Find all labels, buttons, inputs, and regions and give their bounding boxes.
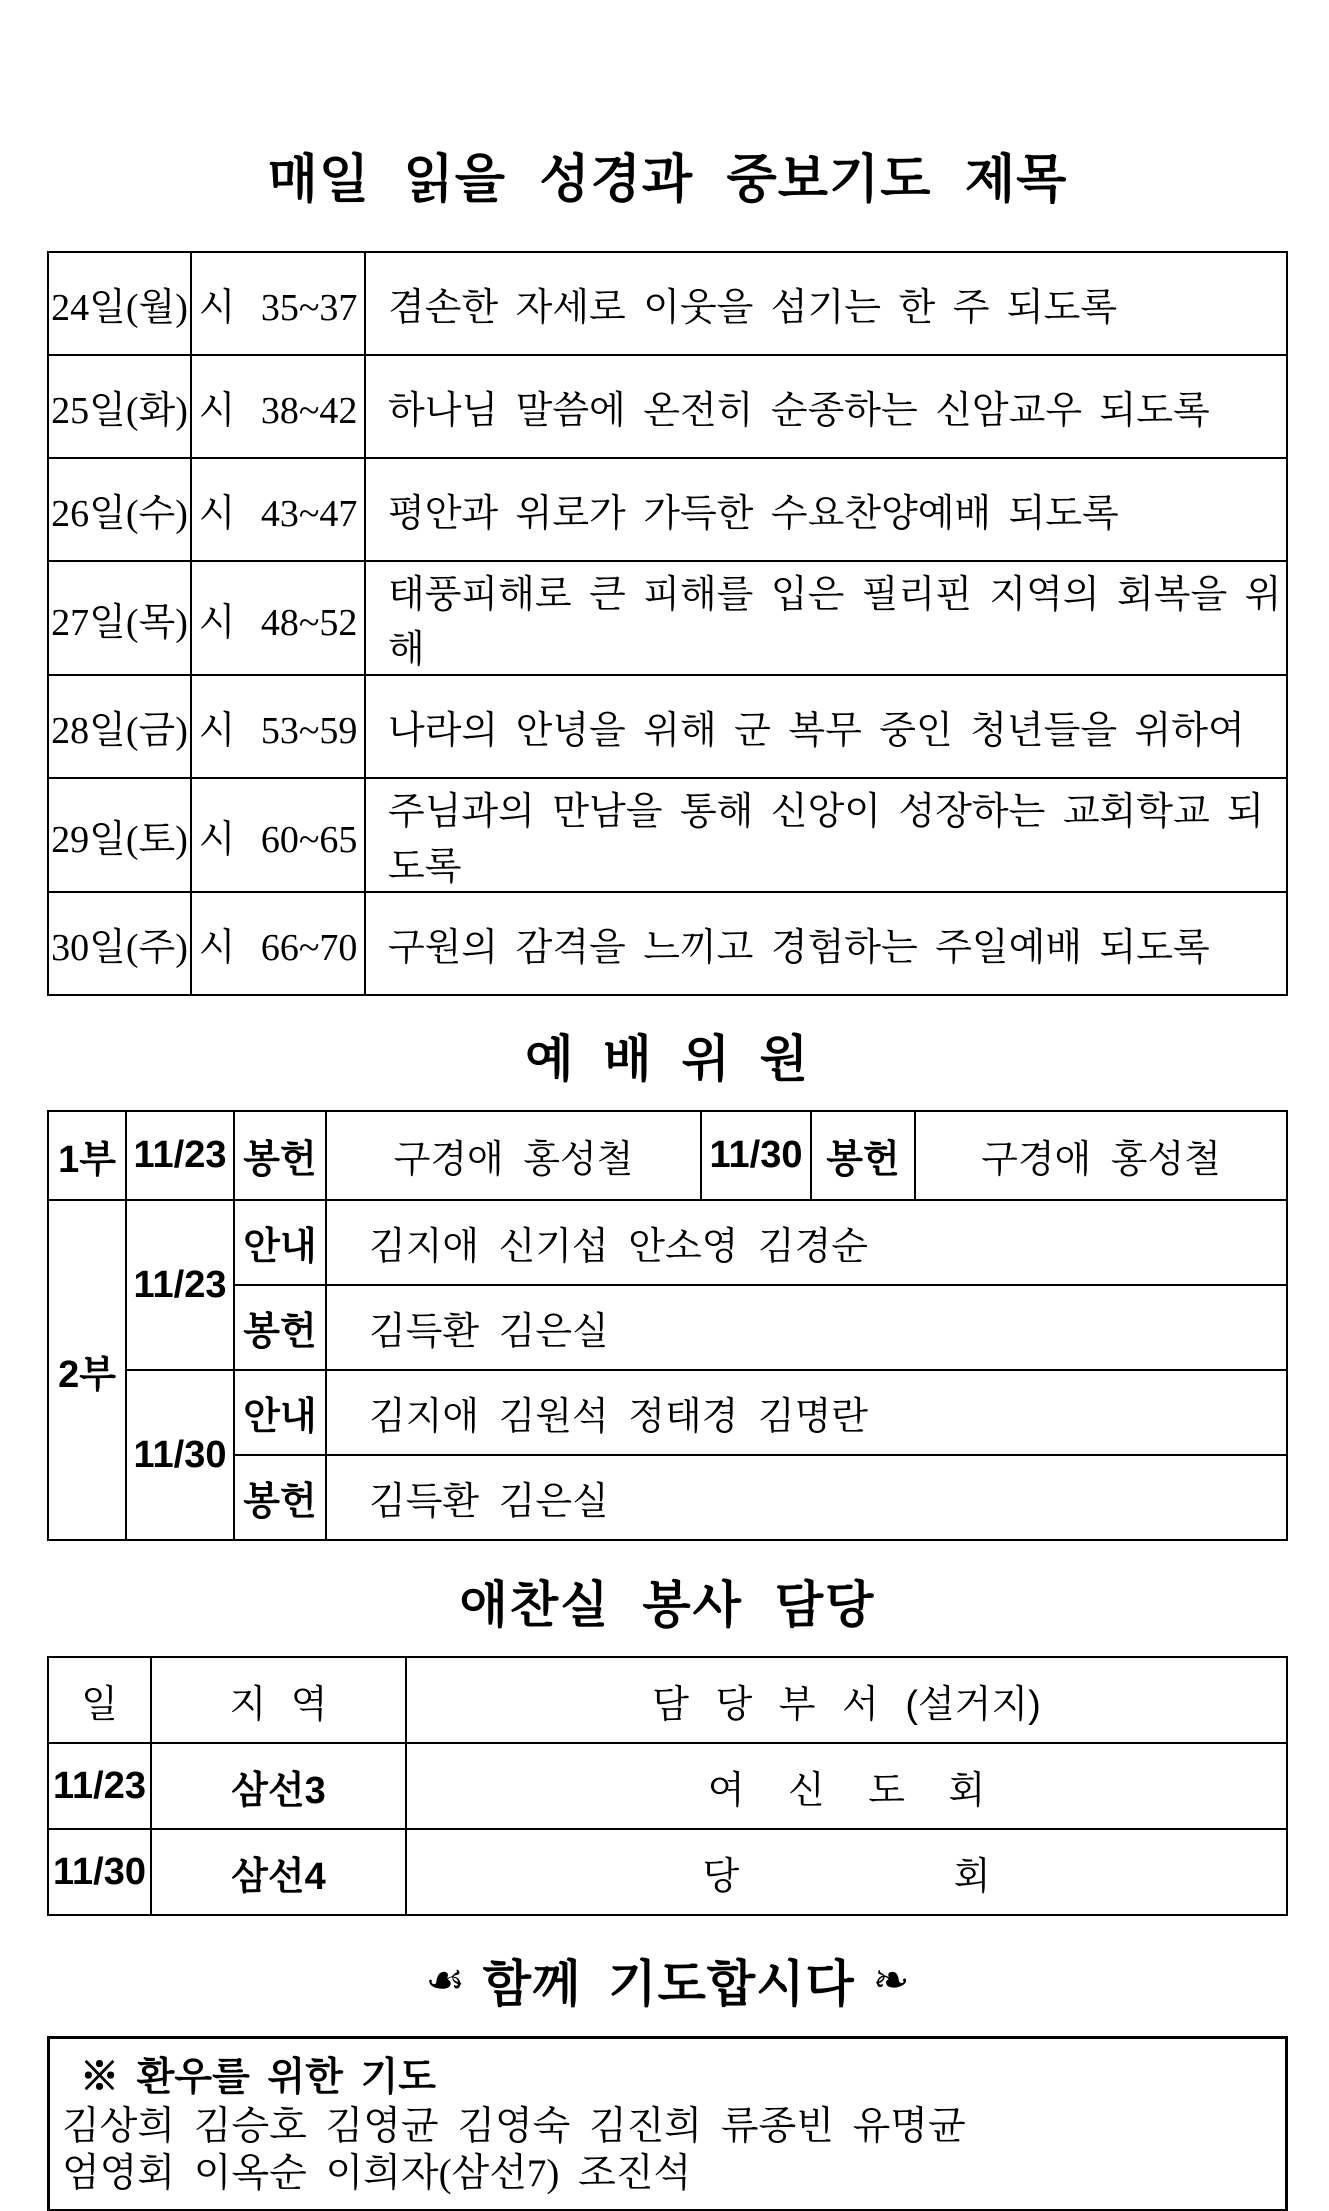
- reading-passage: 시 43~47: [191, 458, 365, 561]
- reading-day: 27일(목): [48, 561, 191, 675]
- table-row: [48, 1829, 1287, 1915]
- duty-day: 11/23: [48, 1743, 151, 1829]
- prayer-box-heading: ※ 환우를 위한 기도: [80, 2056, 436, 2099]
- duty-region: 삼선4: [151, 1829, 406, 1915]
- table-row: [48, 1111, 1287, 1200]
- table-row: [48, 892, 1287, 995]
- part-label: 2부: [48, 1200, 126, 1540]
- daily-readings-title: 매일 읽을 성경과 중보기도 제목: [267, 151, 1068, 209]
- reading-passage: 시 38~42: [191, 355, 365, 458]
- reading-topic: 평안과 위로가 가득한 수요찬양예배 되도록: [365, 458, 1287, 561]
- duty-header-region: 지 역: [151, 1657, 406, 1743]
- table-row: [48, 458, 1287, 561]
- reading-topic: 나라의 안녕을 위해 군 복무 중인 청년들을 위하여: [365, 675, 1287, 778]
- fellowship-duty-title: 애찬실 봉사 담당: [459, 1577, 876, 1633]
- reading-topic: 구원의 감격을 느끼고 경험하는 주일예배 되도록: [365, 892, 1287, 995]
- date-cell: 11/23: [126, 1111, 234, 1200]
- table-row: [48, 1285, 1287, 1370]
- table-row: [48, 1370, 1287, 1455]
- duty-header-day: 일: [48, 1657, 151, 1743]
- reading-topic: 주님과의 만남을 통해 신앙이 성장하는 교회학교 되도록: [365, 778, 1287, 892]
- part-label: 1부: [48, 1111, 126, 1200]
- reading-passage: 시 35~37: [191, 252, 365, 355]
- reading-day: 28일(금): [48, 675, 191, 778]
- table-row: [48, 1657, 1287, 1743]
- reading-topic: 겸손한 자세로 이웃을 섬기는 한 주 되도록: [365, 252, 1287, 355]
- reading-topic: 하나님 말씀에 온전히 순종하는 신암교우 되도록: [365, 355, 1287, 458]
- prayer-box: [47, 2036, 1288, 2211]
- duty-day: 11/30: [48, 1829, 151, 1915]
- pray-together-title: [47, 1951, 1288, 2014]
- reading-day: 30일(주): [48, 892, 191, 995]
- table-row: [48, 561, 1287, 675]
- table-row: [48, 1743, 1287, 1829]
- names-cell: 구경애 홍성철: [326, 1111, 701, 1200]
- role-cell: 봉헌: [234, 1111, 326, 1200]
- role-cell: 안내: [234, 1200, 326, 1285]
- prayer-names-line: 김상희 김승호 김영균 김영숙 김진희 류종빈 유명균: [62, 2105, 966, 2148]
- duty-region: 삼선3: [151, 1743, 406, 1829]
- reading-passage: 시 53~59: [191, 675, 365, 778]
- duty-dept: 당 회: [406, 1829, 1287, 1915]
- duty-header-dept: 담 당 부 서 (설거지): [406, 1657, 1287, 1743]
- date-cell: 11/23: [126, 1200, 234, 1370]
- table-row: [48, 252, 1287, 355]
- table-row: [48, 1455, 1287, 1540]
- fellowship-duty-table: [47, 1656, 1288, 1916]
- names-cell: 김지애 김원석 정태경 김명란: [326, 1370, 1287, 1455]
- page-content: [47, 0, 1288, 2211]
- names-cell: 구경애 홍성철: [915, 1111, 1287, 1200]
- worship-committee-title: 예 배 위 원: [525, 1031, 810, 1087]
- date-cell: 11/30: [701, 1111, 811, 1200]
- pray-together-title-text: 함께 기도합시다: [482, 1956, 855, 2012]
- reading-passage: 시 48~52: [191, 561, 365, 675]
- table-row: [48, 778, 1287, 892]
- worship-committee-table: [47, 1110, 1288, 1541]
- role-cell: 봉헌: [234, 1285, 326, 1370]
- prayer-names-line: 엄영회 이옥순 이희자(삼선7) 조진석: [62, 2152, 692, 2195]
- reading-passage: 시 60~65: [191, 778, 365, 892]
- floral-ornament-left-icon: ☙: [425, 1955, 465, 2006]
- date-cell: 11/30: [126, 1370, 234, 1540]
- names-cell: 김지애 신기섭 안소영 김경순: [326, 1200, 1287, 1285]
- reading-day: 25일(화): [48, 355, 191, 458]
- table-row: [48, 1200, 1287, 1285]
- daily-readings-table: [47, 251, 1288, 996]
- table-row: [48, 355, 1287, 458]
- role-cell: 봉헌: [234, 1455, 326, 1540]
- reading-day: 29일(토): [48, 778, 191, 892]
- reading-passage: 시 66~70: [191, 892, 365, 995]
- names-cell: 김득환 김은실: [326, 1455, 1287, 1540]
- duty-dept: 여 신 도 회: [406, 1743, 1287, 1829]
- reading-topic: 태풍피해로 큰 피해를 입은 필리핀 지역의 회복을 위해: [365, 561, 1287, 675]
- role-cell: 봉헌: [811, 1111, 915, 1200]
- reading-day: 26일(수): [48, 458, 191, 561]
- floral-ornament-right-icon: ❧: [872, 1955, 910, 2006]
- role-cell: 안내: [234, 1370, 326, 1455]
- table-row: [48, 675, 1287, 778]
- reading-day: 24일(월): [48, 252, 191, 355]
- names-cell: 김득환 김은실: [326, 1285, 1287, 1370]
